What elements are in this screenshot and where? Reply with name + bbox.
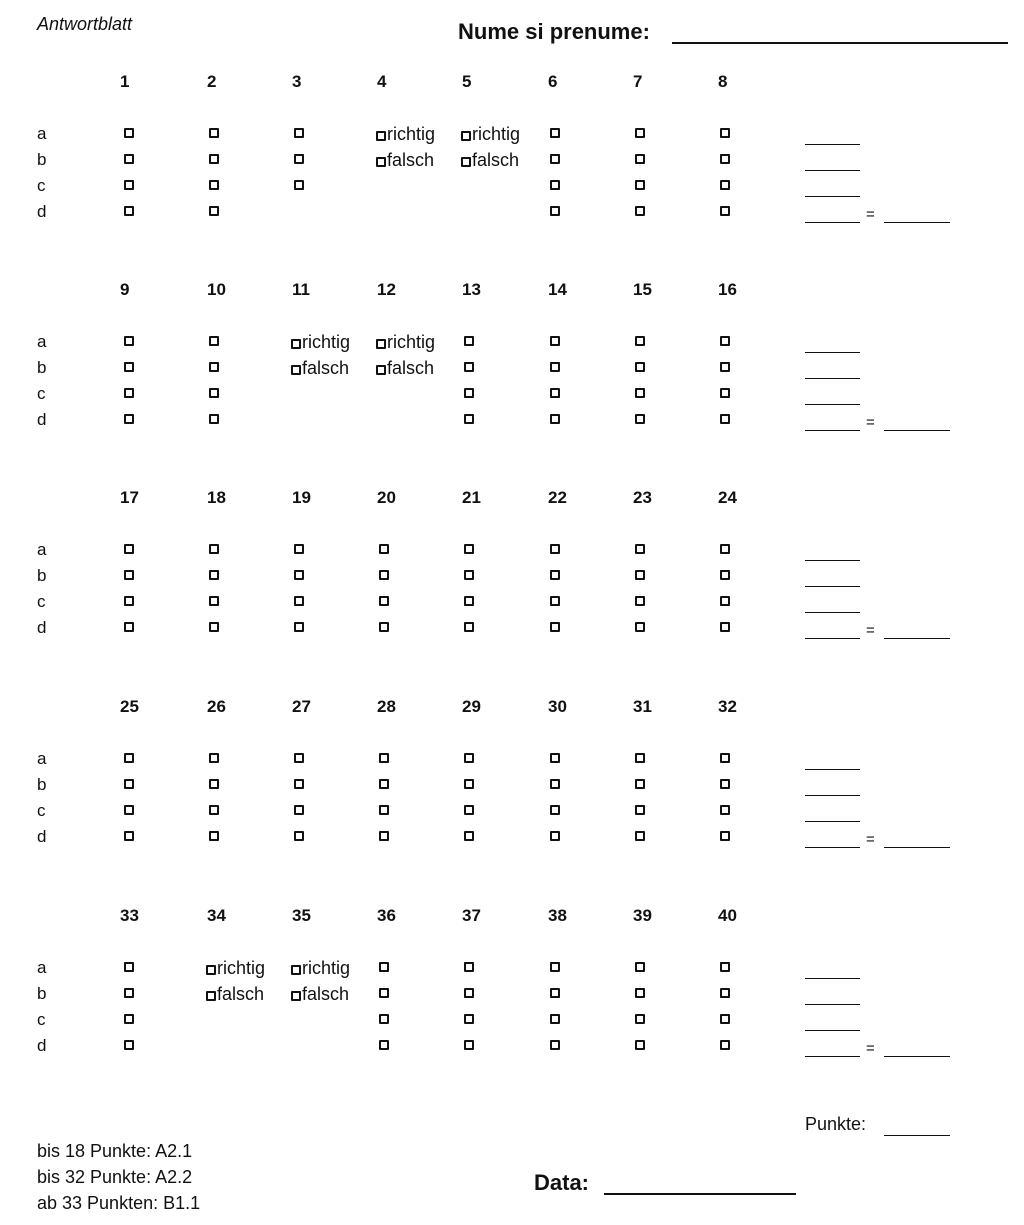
option-label: richtig [387,332,436,352]
checkbox[interactable] [464,831,474,841]
checkbox[interactable] [720,753,730,763]
row-score-blank[interactable] [805,638,860,639]
checkbox[interactable] [720,596,730,606]
checkbox[interactable] [294,128,304,138]
checkbox[interactable] [209,570,219,580]
option-row-label: c [37,592,46,611]
option-label: richtig [302,958,351,978]
checkbox[interactable] [206,991,216,1001]
checkbox[interactable] [209,779,219,789]
checkbox[interactable] [635,362,645,372]
question-number: 19 [292,488,311,507]
checkbox[interactable] [635,180,645,190]
checkbox[interactable] [294,596,304,606]
checkbox[interactable] [635,962,645,972]
checkbox[interactable] [124,779,134,789]
checkbox[interactable] [550,414,560,424]
total-points-label: Punkte: [805,1114,867,1134]
checkbox[interactable] [209,154,219,164]
row-score-blank[interactable] [805,769,860,770]
richtig-option[interactable] [291,958,350,978]
row-score-blank[interactable] [805,144,860,145]
checkbox[interactable] [464,962,474,972]
checkbox[interactable] [720,962,730,972]
option-row-label: b [37,358,47,377]
question-number: 40 [718,906,737,925]
checkbox[interactable] [291,965,301,975]
option-label: falsch [217,984,265,1004]
option-row-label: d [37,410,47,429]
checkbox[interactable] [550,154,560,164]
question-number: 10 [207,280,226,299]
question-number: 37 [462,906,481,925]
checkbox[interactable] [550,779,560,789]
option-row-label: a [37,124,47,143]
question-number: 21 [462,488,481,507]
checkbox[interactable] [209,206,219,216]
checkbox[interactable] [379,570,389,580]
question-number: 13 [462,280,481,299]
checkbox[interactable] [124,988,134,998]
question-number: 25 [120,697,139,716]
checkbox[interactable] [209,544,219,554]
checkbox[interactable] [379,544,389,554]
checkbox[interactable] [209,180,219,190]
checkbox[interactable] [124,622,134,632]
checkbox[interactable] [464,1040,474,1050]
checkbox[interactable] [720,805,730,815]
option-label: richtig [217,958,266,978]
checkbox[interactable] [720,988,730,998]
checkbox[interactable] [720,154,730,164]
checkbox[interactable] [464,544,474,554]
checkbox[interactable] [635,388,645,398]
option-row-label: d [37,202,47,221]
checkbox[interactable] [635,805,645,815]
option-row-label: c [37,176,46,195]
option-label: falsch [472,150,520,170]
question-number: 35 [292,906,311,925]
checkbox[interactable] [550,988,560,998]
checkbox[interactable] [294,180,304,190]
question-number: 2 [207,72,217,91]
checkbox[interactable] [720,779,730,789]
checkbox[interactable] [464,622,474,632]
question-number: 32 [718,697,737,716]
checkbox[interactable] [550,128,560,138]
checkbox[interactable] [550,1014,560,1024]
checkbox[interactable] [294,831,304,841]
block-subtotal-blank[interactable] [884,638,950,639]
question-number: 12 [377,280,396,299]
checkbox[interactable] [379,1014,389,1024]
checkbox[interactable] [461,157,471,167]
row-score-blank[interactable] [805,352,860,353]
richtig-option[interactable] [461,124,520,144]
checkbox[interactable] [635,831,645,841]
checkbox[interactable] [464,362,474,372]
checkbox[interactable] [379,779,389,789]
row-score-blank[interactable] [805,1030,860,1031]
checkbox[interactable] [291,339,301,349]
checkbox[interactable] [550,362,560,372]
checkbox[interactable] [124,128,134,138]
question-number: 7 [633,72,643,91]
question-number: 23 [633,488,652,507]
row-score-blank[interactable] [805,978,860,979]
falsch-option[interactable] [206,984,264,1004]
checkbox[interactable] [376,339,386,349]
question-number: 4 [377,72,387,91]
question-number: 16 [718,280,737,299]
checkbox[interactable] [376,157,386,167]
checkbox[interactable] [124,805,134,815]
checkbox[interactable] [464,988,474,998]
checkbox[interactable] [720,1014,730,1024]
checkbox[interactable] [550,1040,560,1050]
checkbox[interactable] [379,831,389,841]
checkbox[interactable] [376,131,386,141]
checkbox[interactable] [464,805,474,815]
checkbox[interactable] [206,965,216,975]
checkbox[interactable] [720,388,730,398]
option-label: richtig [302,332,351,352]
option-row-label: b [37,566,47,585]
question-number: 5 [462,72,472,91]
richtig-option[interactable] [206,958,265,978]
checkbox[interactable] [124,962,134,972]
question-number: 18 [207,488,226,507]
option-row-label: d [37,1036,47,1055]
option-row-label: a [37,749,47,768]
equals-sign: = [866,831,875,848]
checkbox[interactable] [635,544,645,554]
checkbox[interactable] [635,206,645,216]
checkbox[interactable] [294,154,304,164]
equals-sign: = [866,1040,875,1057]
total-points-field[interactable] [884,1135,950,1136]
checkbox[interactable] [550,206,560,216]
checkbox[interactable] [209,414,219,424]
date-field[interactable] [604,1193,796,1195]
question-number: 22 [548,488,567,507]
equals-sign: = [866,414,875,431]
checkbox[interactable] [209,831,219,841]
checkbox[interactable] [124,570,134,580]
checkbox[interactable] [209,753,219,763]
checkbox[interactable] [464,570,474,580]
checkbox[interactable] [550,753,560,763]
checkbox[interactable] [550,388,560,398]
question-number: 15 [633,280,652,299]
checkbox[interactable] [720,336,730,346]
checkbox[interactable] [209,596,219,606]
checkbox[interactable] [209,362,219,372]
checkbox[interactable] [635,336,645,346]
option-row-label: c [37,1010,46,1029]
richtig-option[interactable] [376,124,435,144]
checkbox[interactable] [209,128,219,138]
date-label: Data: [534,1170,590,1195]
checkbox[interactable] [720,206,730,216]
checkbox[interactable] [291,365,301,375]
checkbox[interactable] [209,336,219,346]
option-row-label: a [37,958,47,977]
checkbox[interactable] [550,622,560,632]
question-number: 39 [633,906,652,925]
falsch-option[interactable] [291,984,349,1004]
falsch-option[interactable] [376,150,434,170]
checkbox[interactable] [464,1014,474,1024]
row-score-blank[interactable] [805,1004,860,1005]
equals-sign: = [866,206,875,223]
question-number: 24 [718,488,737,507]
checkbox[interactable] [464,596,474,606]
row-score-blank[interactable] [805,430,860,431]
checkbox[interactable] [124,206,134,216]
question-number: 38 [548,906,567,925]
question-number: 8 [718,72,728,91]
checkbox[interactable] [124,154,134,164]
document-title: Antwortblatt [37,14,133,34]
checkbox[interactable] [720,570,730,580]
checkbox[interactable] [550,180,560,190]
checkbox[interactable] [124,1014,134,1024]
checkbox[interactable] [464,753,474,763]
checkbox[interactable] [635,779,645,789]
question-number: 9 [120,280,130,299]
question-number: 11 [292,280,310,299]
checkbox[interactable] [464,779,474,789]
checkbox[interactable] [294,753,304,763]
block-subtotal-blank[interactable] [884,847,950,848]
checkbox[interactable] [294,805,304,815]
row-score-blank[interactable] [805,378,860,379]
option-label: falsch [302,358,350,378]
checkbox[interactable] [209,805,219,815]
name-label: Nume si prenume: [458,19,650,44]
checkbox[interactable] [124,1040,134,1050]
row-score-blank[interactable] [805,795,860,796]
checkbox[interactable] [550,962,560,972]
checkbox[interactable] [124,831,134,841]
option-label: falsch [387,358,435,378]
row-score-blank[interactable] [805,1056,860,1057]
level-b11: ab 33 Punkten: B1.1 [37,1193,201,1213]
name-field[interactable] [672,42,1008,44]
checkbox[interactable] [124,596,134,606]
checkbox[interactable] [720,362,730,372]
option-row-label: d [37,618,47,637]
option-row-label: c [37,384,46,403]
option-row-label: b [37,150,47,169]
checkbox[interactable] [635,1014,645,1024]
question-number: 33 [120,906,139,925]
equals-sign: = [866,622,875,639]
row-score-blank[interactable] [805,586,860,587]
option-row-label: a [37,540,47,559]
checkbox[interactable] [720,1040,730,1050]
checkbox[interactable] [124,180,134,190]
checkbox[interactable] [720,414,730,424]
checkbox[interactable] [124,388,134,398]
checkbox[interactable] [379,962,389,972]
question-number: 34 [207,906,226,925]
option-label: falsch [387,150,435,170]
checkbox[interactable] [635,414,645,424]
checkbox[interactable] [550,570,560,580]
level-a22: bis 32 Punkte: A2.2 [37,1167,193,1187]
question-number: 3 [292,72,302,91]
question-number: 28 [377,697,396,716]
question-number: 36 [377,906,396,925]
checkbox[interactable] [720,622,730,632]
checkbox[interactable] [550,596,560,606]
richtig-option[interactable] [291,332,350,352]
falsch-option[interactable] [291,358,349,378]
checkbox[interactable] [720,831,730,841]
falsch-option[interactable] [461,150,519,170]
option-row-label: c [37,801,46,820]
checkbox[interactable] [635,596,645,606]
checkbox[interactable] [379,805,389,815]
option-row-label: b [37,984,47,1003]
checkbox[interactable] [124,544,134,554]
checkbox[interactable] [379,596,389,606]
row-score-blank[interactable] [805,196,860,197]
falsch-option[interactable] [376,358,434,378]
question-number: 17 [120,488,139,507]
block-subtotal-blank[interactable] [884,222,950,223]
checkbox[interactable] [464,414,474,424]
checkbox[interactable] [720,128,730,138]
row-score-blank[interactable] [805,560,860,561]
block-subtotal-blank[interactable] [884,1056,950,1057]
checkbox[interactable] [464,388,474,398]
richtig-option[interactable] [376,332,435,352]
row-score-blank[interactable] [805,821,860,822]
checkbox[interactable] [124,753,134,763]
checkbox[interactable] [124,336,134,346]
checkbox[interactable] [550,831,560,841]
checkbox[interactable] [379,988,389,998]
checkbox[interactable] [635,1040,645,1050]
checkbox[interactable] [379,1040,389,1050]
block-subtotal-blank[interactable] [884,430,950,431]
checkbox[interactable] [379,753,389,763]
checkbox[interactable] [209,622,219,632]
checkbox[interactable] [124,414,134,424]
checkbox[interactable] [635,154,645,164]
question-number: 1 [120,72,130,91]
checkbox[interactable] [294,570,304,580]
checkbox[interactable] [124,362,134,372]
checkbox[interactable] [720,544,730,554]
row-score-blank[interactable] [805,170,860,171]
checkbox[interactable] [294,779,304,789]
question-number: 20 [377,488,396,507]
row-score-blank[interactable] [805,222,860,223]
checkbox[interactable] [550,544,560,554]
checkbox[interactable] [209,388,219,398]
option-row-label: a [37,332,47,351]
checkbox[interactable] [294,622,304,632]
row-score-blank[interactable] [805,404,860,405]
option-label: richtig [472,124,521,144]
level-a21: bis 18 Punkte: A2.1 [37,1141,193,1161]
option-label: falsch [302,984,350,1004]
question-number: 30 [548,697,567,716]
question-number: 6 [548,72,558,91]
checkbox[interactable] [635,988,645,998]
question-number: 31 [633,697,652,716]
checkbox[interactable] [461,131,471,141]
checkbox[interactable] [291,991,301,1001]
row-score-blank[interactable] [805,612,860,613]
checkbox[interactable] [550,805,560,815]
checkbox[interactable] [635,622,645,632]
checkbox[interactable] [635,128,645,138]
checkbox[interactable] [550,336,560,346]
option-row-label: d [37,827,47,846]
question-number: 26 [207,697,226,716]
checkbox[interactable] [379,622,389,632]
checkbox[interactable] [635,753,645,763]
checkbox[interactable] [464,336,474,346]
question-number: 27 [292,697,311,716]
question-number: 29 [462,697,481,716]
checkbox[interactable] [635,570,645,580]
checkbox[interactable] [376,365,386,375]
checkbox[interactable] [294,544,304,554]
option-label: richtig [387,124,436,144]
option-row-label: b [37,775,47,794]
question-number: 14 [548,280,567,299]
checkbox[interactable] [720,180,730,190]
row-score-blank[interactable] [805,847,860,848]
